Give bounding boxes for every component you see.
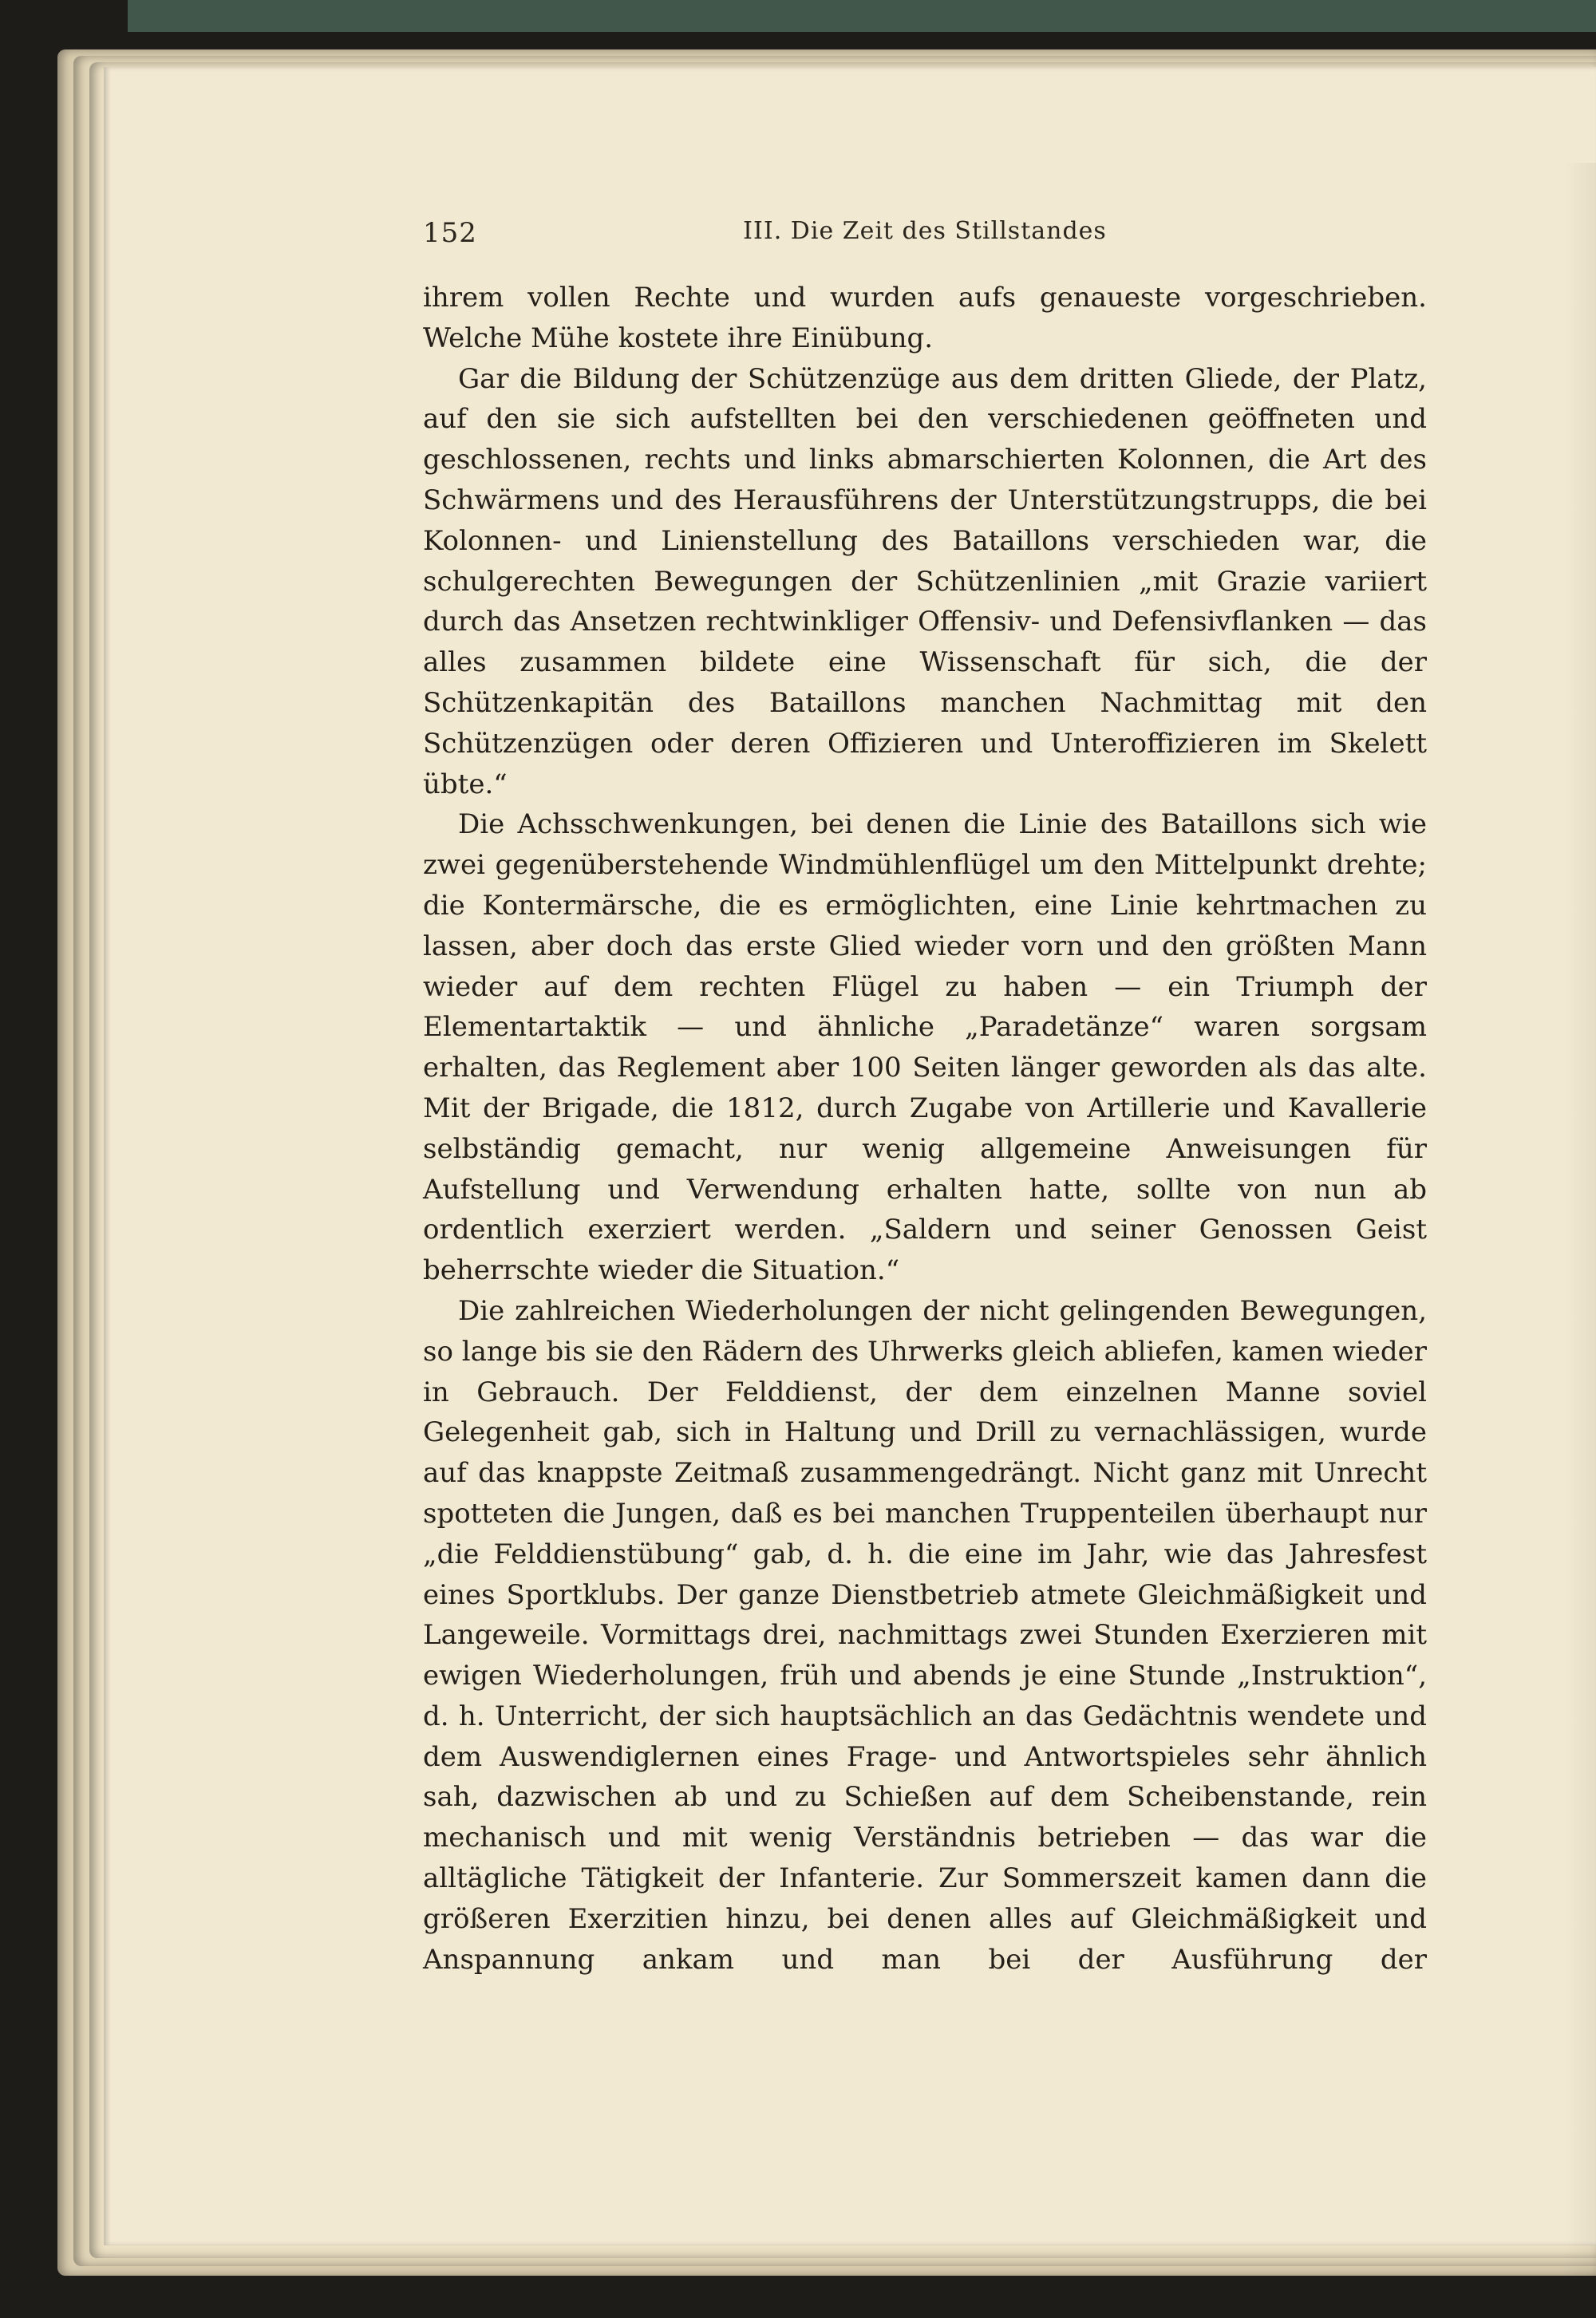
running-head: III. Die Zeit des Stillstandes (743, 217, 1107, 245)
page-number: 152 (423, 217, 477, 249)
paragraph: Die Achsschwenkungen, bei denen die Linie des Bataillons sich wie zwei gegenüberstehende Windmühlenflügel um den Mittelpunkt drehte; die Kontermärsche, die es ermöglichten, eine Linie kehrtmachen zu lassen, aber doch das erste Glied wieder vorn und den größten Mann wieder auf dem rechten Flügel zu haben — ein Triumph der Elementartaktik — und ähnliche „Paradetänze“ waren sorgsam erhalten, das Reglement aber 100 Seiten länger geworden als das alte. Mit der Brigade, die 1812, durch Zugabe von Artillerie und Kavallerie selbständig gemacht, nur wenig allgemeine Anweisungen für Aufstellung und Verwendung erhalten hatte, sollte von nun ab ordentlich exerziert werden. „Saldern und seiner Genossen Geist beherrschte wieder die Situation.“ (423, 808, 1427, 1287)
body-text (423, 278, 1427, 1980)
book-cover-edge (128, 0, 1596, 32)
paragraph: Die zahlreichen Wiederholungen der nicht gelingenden Bewegungen, so lange bis sie den Rädern des Uhrwerks gleich abliefen, kamen wieder in Gebrauch. Der Felddienst, der dem einzelnen Manne soviel Gelegenheit gab, sich in Haltung und Drill zu vernachlässigen, wurde auf das knappste Zeitmaß zusammengedrängt. Nicht ganz mit Unrecht spotteten die Jungen, daß es bei manchen Truppenteilen überhaupt nur „die Felddienstübung“ gab, d. h. die eine im Jahr, wie das Jahresfest eines Sportklubs. Der ganze Dienstbetrieb atmete Gleichmäßigkeit und Langeweile. Vormittags drei, nachmittags zwei Stunden Exerzieren mit ewigen Wiederholungen, früh und abends je eine Stunde „Instruktion“, d. h. Unterricht, der sich hauptsächlich an das Gedächtnis wendete und dem Auswendiglernen eines Frage- und Antwortspieles sehr ähnlich sah, dazwischen ab und zu Schießen auf dem Scheibenstande, rein mechanisch und mit wenig Verständnis betrieben — das war die alltägliche Tätigkeit der Infanterie. Zur Sommerszeit kamen dann die größeren Exerzitien hinzu, bei denen alles auf Gleichmäßigkeit und Anspannung ankam und man bei der Ausführung der (423, 1294, 1427, 1976)
paragraph: Gar die Bildung der Schützenzüge aus dem dritten Gliede, der Platz, auf den sie sich aufstellten bei den verschiedenen geöffneten und geschlossenen, rechts und links abmarschierten Kolonnen, die Art des Schwärmens und des Herausführens der Unterstützungstrupps, die bei Kolonnen- und Linienstellung des Bataillons verschieden war, die schulgerechten Bewegungen der Schützenlinien „mit Grazie variiert durch das Ansetzen rechtwinkliger Offensiv- und Defensivflanken — das alles zusammen bildete eine Wissenschaft für sich, die der Schützenkapitän des Bataillons manchen Nachmittag mit den Schützenzügen oder deren Offizieren und Unteroffizieren im Skelett übte.“ (423, 362, 1427, 800)
page-header (423, 217, 1427, 265)
paragraph: ihrem vollen Rechte und wurden aufs genaueste vorgeschrieben. Welche Mühe kostete ihre Einübung. (423, 282, 1427, 354)
page-right-edge (1564, 163, 1596, 2277)
